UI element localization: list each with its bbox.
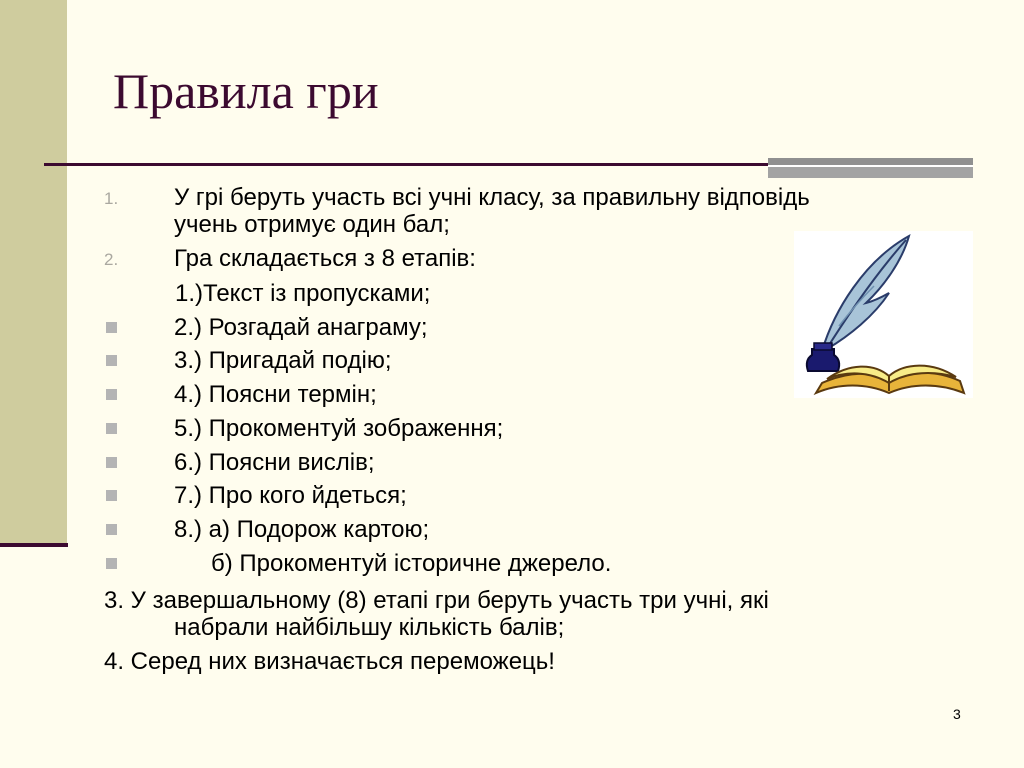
square-bullet-icon: [106, 558, 117, 569]
stage-text: 4.) Поясни термін;: [174, 381, 377, 408]
final-rule-line: 4. Серед них визначається переможець!: [104, 648, 555, 675]
quill-and-book-illustration: [794, 231, 973, 398]
quill-pen-icon: [822, 236, 909, 353]
final-rule-line: 3. У завершальному (8) етапі гри беруть участь три учні, які: [104, 587, 769, 614]
rule-line: учень отримує один бал;: [174, 211, 450, 238]
square-bullet-icon: [106, 389, 117, 400]
stage-text: 5.) Прокоментуй зображення;: [174, 415, 504, 442]
slide-title: Правила гри: [113, 63, 379, 119]
page-number: 3: [953, 706, 961, 722]
title-bar-decoration: [768, 158, 973, 178]
stage-text: 8.) а) Подорож картою;: [174, 516, 430, 543]
list-number: 1.: [104, 189, 119, 208]
square-bullet-icon: [106, 355, 117, 366]
side-accent-line: [0, 543, 68, 547]
stage-text: 6.) Поясни вислів;: [174, 449, 375, 476]
side-accent-bar: [0, 0, 67, 545]
stage-text: б) Прокоментуй історичне джерело.: [211, 550, 612, 577]
square-bullet-icon: [106, 423, 117, 434]
title-underline: [44, 163, 773, 166]
stage-text: 3.) Пригадай подію;: [174, 347, 392, 374]
square-bullet-icon: [106, 524, 117, 535]
final-rule-line: набрали найбільшу кількість балів;: [174, 614, 565, 641]
square-bullet-icon: [106, 490, 117, 501]
stage-text: 1.)Текст із пропусками;: [175, 280, 431, 307]
rule-line: У грі беруть участь всі учні класу, за правильну відповідь: [174, 184, 810, 211]
stage-text: 7.) Про кого йдеться;: [174, 482, 407, 509]
rule-line: Гра складається з 8 етапів:: [174, 245, 476, 272]
stage-text: 2.) Розгадай анаграму;: [174, 314, 428, 341]
square-bullet-icon: [106, 322, 117, 333]
square-bullet-icon: [106, 457, 117, 468]
ink-bottle-icon: [807, 343, 839, 371]
list-number: 2.: [104, 250, 119, 269]
